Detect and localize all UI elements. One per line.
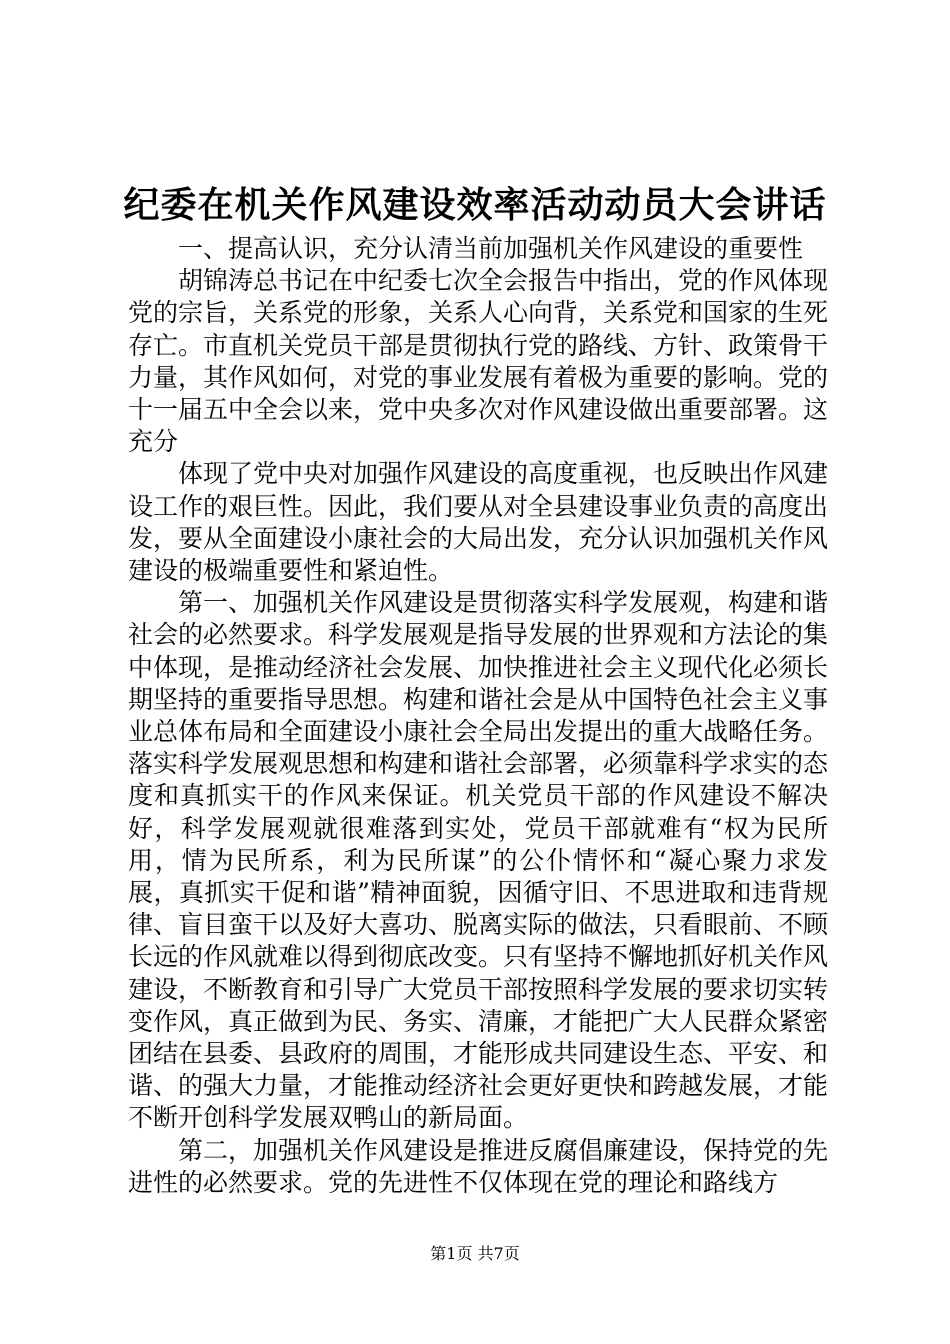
document-body	[128, 233, 828, 1199]
paragraph: 胡锦涛总书记在中纪委七次全会报告中指出，党的作风体现党的宗旨，关系党的形象，关系人心向背，关系党和国家的生死存亡。市直机关党员干部是贯彻执行党的路线、方针、政策骨干力量，其作风如何，对党的事业发展有着极为重要的影响。党的十一届五中全会以来，党中央多次对作风建设做出重要部署。这充分	[128, 266, 829, 457]
page-number-footer: 第1页 共7页	[430, 1244, 520, 1263]
section-heading: 一、提高认识，充分认清当前加强机关作风建设的重要性	[178, 234, 804, 263]
paragraph: 第一、加强机关作风建设是贯彻落实科学发展观，构建和谐社会的必然要求。科学发展观是指导发展的世界观和方法论的集中体现，是推动经济社会发展、加快推进社会主义现代化必须长期坚持的重要指导思想。构建和谐社会是从中国特色社会主义事业总体布局和全面建设小康社会全局出发提出的重大战略任务。落实科学发展观思想和构建和谐社会部署，必须靠科学求实的态度和真抓实干的作风来保证。机关党员干部的作风建设不解决好，科学发展观就很难落到实处，党员干部就难有“权为民所用，情为民所系，利为民所谋”的公仆情怀和“凝心聚力求发展，真抓实干促和谐”精神面貌，因循守旧、不思进取和违背规律、盲目蛮干以及好大喜功、脱离实际的做法，只看眼前、不顾长远的作风就难以得到彻底改变。只有坚持不懈地抓好机关作风建设，不断教育和引导广大党员干部按照科学发展的要求切实转变作风，真正做到为民、务实、清廉，才能把广大人民群众紧密团结在县委、县政府的周围，才能形成共同建设生态、平安、和谐、的强大力量，才能推动经济社会更好更快和跨越发展，才能不断开创科学发展双鸭山的新局面。	[128, 588, 829, 1133]
paragraph: 体现了党中央对加强作风建设的高度重视，也反映出作风建设工作的艰巨性。因此，我们要从对全县建设事业负责的高度出发，要从全面建设小康社会的大局出发，充分认识加强机关作风建设的极端重要性和紧迫性。	[128, 459, 829, 586]
document-title: 纪委在机关作风建设效率活动动员大会讲话	[123, 184, 827, 226]
paragraph: 第二，加强机关作风建设是推进反腐倡廉建设，保持党的先进性的必然要求。党的先进性不仅体现在党的理论和路线方	[128, 1135, 829, 1197]
